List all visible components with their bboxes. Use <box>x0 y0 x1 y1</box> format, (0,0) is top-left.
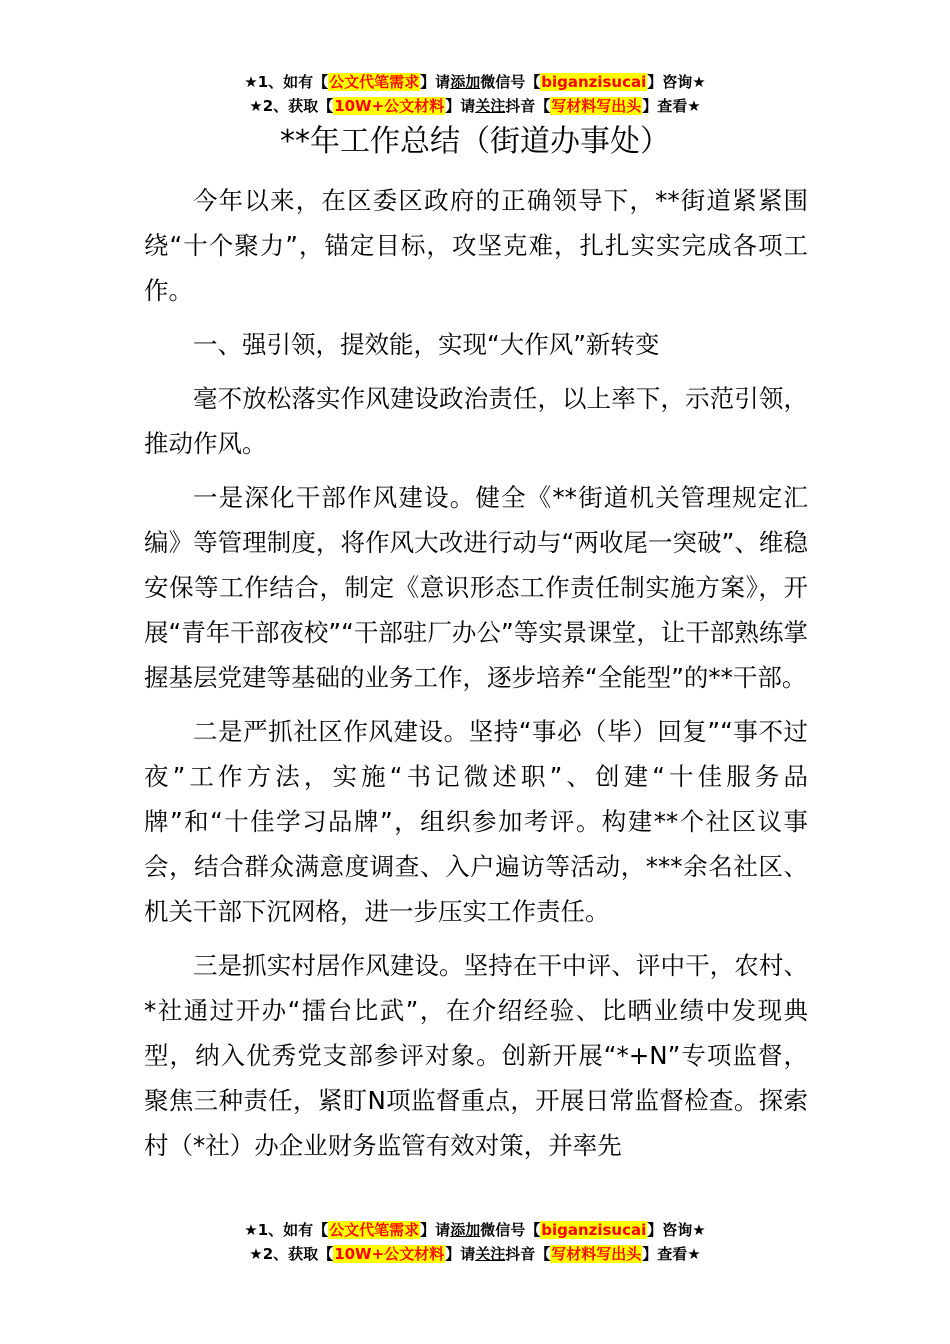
highlight-text: biganzisucai <box>541 73 647 91</box>
promo-text: 】请 <box>445 97 476 115</box>
highlight-text: 10W+公文材料 <box>334 97 445 115</box>
paragraph: 二是严抓社区作风建设。坚持“事必（毕）回复”“事不过夜”工作方法，实施“书记微述职”、创建“十佳服务品牌”和“十佳学习品牌”，组织参加考评。构建**个社区议事会，结合群众满意度调查、入户遍访等活动，***余名社区、机关干部下沉网格，进一步压实工作责任。 <box>144 717 808 926</box>
highlight-text: 公文代笔需求 <box>329 73 420 91</box>
promo-text: 】查看★ <box>642 97 701 115</box>
promo-text: 抖音【 <box>505 97 551 115</box>
highlight-text: 公文代笔需求 <box>329 1221 420 1239</box>
promo-text: 】请 <box>420 73 451 91</box>
document-body <box>144 178 808 1208</box>
promo-text: 微信号【 <box>480 73 541 91</box>
promo-line-2 <box>0 1242 950 1266</box>
promo-line-2 <box>0 94 950 118</box>
promo-text: 微信号【 <box>480 1221 541 1239</box>
section-heading: 一、强引领，提效能，实现“大作风”新转变 <box>193 330 660 359</box>
paragraph: 三是抓实村居作风建设。坚持在干中评、评中干，农村、*社通过开办“擂台比武”，在介绍经验、比晒业绩中发现典型，纳入优秀党支部参评对象。创新开展“*+N”专项监督，聚焦三种责任，紧盯N项监督重点，开展日常监督检查。探索村（*社）办企业财务监管有效对策，并率先 <box>144 951 808 1160</box>
highlight-text: 10W+公文材料 <box>334 1245 445 1263</box>
paragraph: 毫不放松落实作风建设政治责任，以上率下，示范引领，推动作风。 <box>144 384 808 458</box>
promo-text: ★2、获取【 <box>249 97 334 115</box>
highlight-text: 写材料写出头 <box>551 1245 642 1263</box>
promo-line-1 <box>0 1218 950 1242</box>
promo-banner-bottom <box>0 1218 950 1266</box>
promo-text: 】咨询★ <box>647 1221 706 1239</box>
promo-line-1 <box>0 70 950 94</box>
promo-text: 】咨询★ <box>647 73 706 91</box>
promo-banner-top <box>0 70 950 118</box>
highlight-text: biganzisucai <box>541 1221 647 1239</box>
underlined-text: 关注 <box>475 97 506 115</box>
paragraph-intro: 今年以来，在区委区政府的正确领导下，**街道紧紧围绕“十个聚力”，锚定目标，攻坚克难，扎扎实实完成各项工作。 <box>144 186 808 305</box>
promo-text: 】查看★ <box>642 1245 701 1263</box>
promo-text: 抖音【 <box>505 1245 551 1263</box>
promo-text: 】请 <box>445 1245 476 1263</box>
promo-text: ★1、如有【 <box>244 1221 329 1239</box>
underlined-text: 添加 <box>450 73 481 91</box>
promo-text: 】请 <box>420 1221 451 1239</box>
promo-text: ★1、如有【 <box>244 73 329 91</box>
document-title: **年工作总结（街道办事处） <box>280 124 670 159</box>
promo-text: ★2、获取【 <box>249 1245 334 1263</box>
highlight-text: 写材料写出头 <box>551 97 642 115</box>
underlined-text: 关注 <box>475 1245 506 1263</box>
paragraph: 一是深化干部作风建设。健全《**街道机关管理规定汇编》等管理制度，将作风大改进行动与“两收尾一突破”、维稳安保等工作结合，制定《意识形态工作责任制实施方案》，开展“青年干部夜校”“干部驻厂办公”等实景课堂，让干部熟练掌握基层党建等基础的业务工作，逐步培养“全能型”的**干部。 <box>144 483 808 692</box>
underlined-text: 添加 <box>450 1221 481 1239</box>
